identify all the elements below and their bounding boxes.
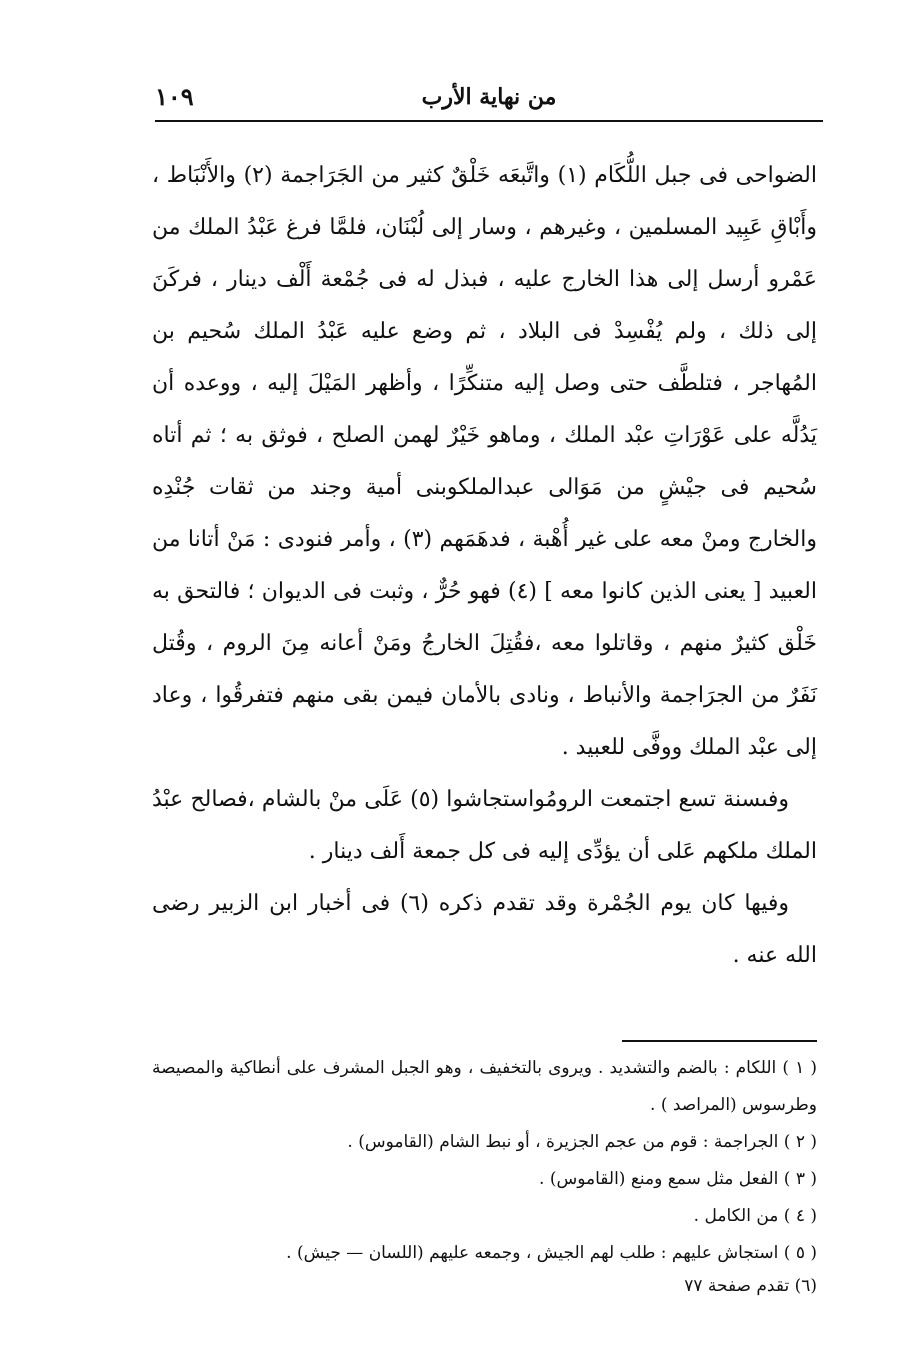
footnote-item: ( ١ ) اللكام : بالضم والتشديد . ويروى بالتخفيف ، وهو الجبل المشرف على أنطاكية والمصيصة وطرسوس (المراصد ) . [152, 1058, 817, 1115]
footnote-item: (٦) تقدم صفحة ٧٧ [684, 1276, 817, 1296]
running-title: من نهاية الأرب [421, 84, 557, 110]
main-text [152, 150, 817, 982]
page-header [155, 80, 823, 122]
paragraph: وفيها كان يوم الجُمْرة وقد تقدم ذكره (٦) فى أخبار ابن الزبير رضى الله عنه . [152, 891, 817, 968]
paragraph: وفىسنة تسع اجتمعت الرومُواستجاشوا (٥) عَلَى منْ بالشام ،فصالح عبْدُ الملك ملكهم عَلى أن يؤدِّى إليه فى كل جمعة أَلف دينار . [152, 787, 817, 864]
footnote-divider [622, 1040, 817, 1042]
footnote-item: ( ٤ ) من الكامل . [693, 1206, 817, 1226]
paragraph: الضواحى فى جبل اللُّكَام (١) واتَّبعَه خَلْقٌ كثير من الجَرَاجمة (٢) والأَنْبَاط ، وأَبْاقِ عَبِيد المسلمين ، وغيرهم ، وسار إلى لُبْنَان، فلمَّا فرغ عَبْدُ الملك من عَمْرو أرسل إلى هذا الخارج عليه ، فبذل له فى جُمْعة أَلْف دينار ، فركَنَ إلى ذلك ، ولم يُفْسِدْ فى البلاد ، ثم وضع عليه عَبْدُ الملك سُحيم بن المُهاجر ، فتلطَّف حتى وصل إليه متنكِّرًا ، وأظهر المَيْلَ إليه ، ووعده أن يَدُلَّه على عَوْرَاتِ عبْد الملك ، وماهو خَيْرٌ لهمن الصلح ، فوثق به ؛ ثم أتاه سُحيم فى جيْشٍ من مَوَالى عبدالملكوبنى أمية وجند من ثقات جُنْدِه والخارج ومنْ معه على غير أُهْبة ، فدهَمَهم (٣) ، وأمر فنودى : مَنْ أتانا من العبيد [ يعنى الذين كانوا معه ] (٤) فهو حُرٌّ ، وثبت فى الديوان ؛ فالتحق به خَلْق كثيرٌ منهم ، وقاتلوا معه ،فقُتِلَ الخارجُ ومَنْ أعانه مِنَ الروم ، وقُتل نَفَرٌ من الجرَاجمة والأنباط ، ونادى بالأمان فيمن بقى منهم فتفرقُوا ، وعاد إلى عبْد الملك ووفَّى للعبيد . [152, 163, 817, 760]
page-number: ١٠٩ [155, 82, 194, 111]
footnotes [152, 1050, 817, 1300]
footnote-item: ( ٥ ) استجاش عليهم : طلب لهم الجيش ، وجمعه عليهم (اللسان — جيش) . [286, 1243, 817, 1263]
footnote-item: ( ٣ ) الفعل مثل سمع ومنع (القاموس) . [539, 1169, 817, 1189]
footnote-item: ( ٢ ) الجراجمة : قوم من عجم الجزيرة ، أو نبط الشام (القاموس) . [347, 1132, 817, 1152]
